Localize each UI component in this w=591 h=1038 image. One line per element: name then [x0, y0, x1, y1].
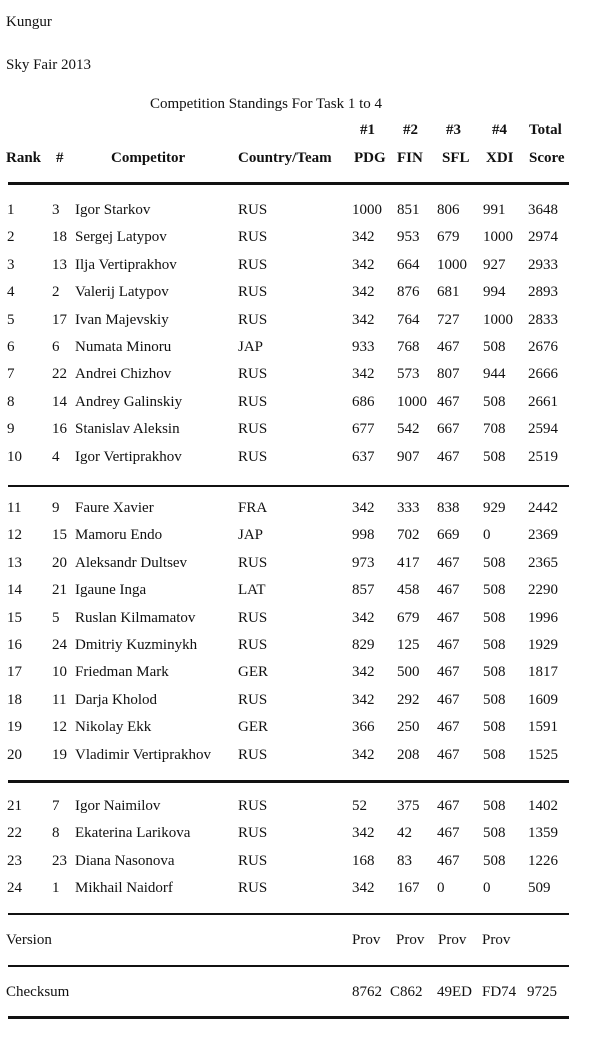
header-t3-code: SFL	[442, 150, 470, 166]
bib-number-cell: 17	[52, 311, 67, 328]
competitor-name-cell: Aleksandr Dultsev	[75, 554, 188, 571]
total-score-cell: 2933	[528, 256, 558, 273]
task1-score-cell: 342	[352, 664, 375, 681]
header-t4-code: XDI	[486, 150, 514, 166]
competitor-name-cell: Ivan Majevskiy	[75, 311, 169, 328]
total-score-cell: 1591	[528, 719, 558, 736]
task1-score-cell: 342	[352, 500, 375, 516]
header-t3-num: #3	[446, 122, 461, 138]
total-score-cell: 2442	[528, 500, 558, 516]
competitor-name-cell: Igaune Inga	[75, 582, 147, 599]
rank-cell: 19	[7, 719, 22, 736]
task2-score-cell: 702	[397, 527, 420, 544]
task4-score-cell: 508	[483, 719, 506, 736]
task1-score-cell: 637	[352, 448, 375, 465]
country-cell: GER	[238, 719, 268, 736]
version-t3: Prov	[438, 932, 467, 948]
country-cell: RUS	[238, 609, 268, 626]
task3-score-cell: 467	[437, 664, 460, 681]
country-cell: RUS	[238, 746, 268, 763]
rank-cell: 18	[7, 691, 22, 708]
checksum-t2: C862	[390, 984, 423, 1000]
country-cell: RUS	[238, 284, 268, 301]
competitor-name-cell: Igor Vertiprakhov	[75, 448, 182, 465]
total-score-cell: 1402	[528, 798, 558, 814]
task4-score-cell: 508	[483, 664, 506, 681]
total-score-cell: 1609	[528, 691, 558, 708]
total-score-cell: 2974	[528, 229, 558, 246]
country-cell: LAT	[238, 582, 266, 599]
country-cell: RUS	[238, 311, 268, 328]
bib-number-cell: 12	[52, 719, 67, 736]
country-cell: FRA	[238, 500, 268, 516]
total-score-cell: 2369	[528, 527, 558, 544]
task1-score-cell: 342	[352, 880, 375, 897]
task4-score-cell: 927	[483, 256, 506, 273]
task3-score-cell: 667	[437, 421, 460, 438]
competitor-name-cell: Numata Minoru	[75, 339, 172, 355]
rank-cell: 22	[7, 825, 22, 842]
task4-score-cell: 508	[483, 582, 506, 599]
divider	[8, 780, 569, 783]
task3-score-cell: 681	[437, 284, 460, 301]
task4-score-cell: 508	[483, 746, 506, 763]
event-title: Sky Fair 2013	[6, 57, 92, 73]
task3-score-cell: 807	[437, 366, 460, 383]
competitor-name-cell: Mamoru Endo	[75, 527, 163, 544]
rank-cell: 3	[7, 256, 15, 273]
total-score-cell: 1226	[528, 852, 558, 869]
task3-score-cell: 467	[437, 393, 460, 410]
country-cell: RUS	[238, 366, 268, 383]
total-score-cell: 1929	[528, 637, 558, 653]
task3-score-cell: 467	[437, 609, 460, 626]
header-rank: Rank	[6, 150, 42, 166]
task4-score-cell: 0	[483, 880, 491, 897]
task1-score-cell: 829	[352, 637, 375, 653]
header-t2-code: FIN	[397, 150, 423, 166]
competitor-name-cell: Ruslan Kilmamatov	[75, 609, 196, 626]
bib-number-cell: 20	[52, 554, 67, 571]
task3-score-cell: 0	[437, 880, 445, 897]
competitor-name-cell: Igor Naimilov	[75, 798, 161, 814]
country-cell: RUS	[238, 852, 268, 869]
header-num: #	[56, 150, 64, 166]
bib-number-cell: 22	[52, 366, 67, 383]
divider	[8, 485, 569, 487]
bib-number-cell: 13	[52, 256, 67, 273]
location-text: Kungur	[6, 14, 52, 30]
task3-score-cell: 467	[437, 691, 460, 708]
competitor-name-cell: Vladimir Vertiprakhov	[75, 746, 211, 763]
country-cell: RUS	[238, 448, 268, 465]
country-cell: RUS	[238, 691, 268, 708]
task4-score-cell: 929	[483, 500, 506, 516]
total-score-cell: 3648	[528, 202, 558, 218]
task4-score-cell: 508	[483, 691, 506, 708]
rank-cell: 5	[7, 311, 15, 328]
competitor-name-cell: Andrei Chizhov	[75, 366, 172, 383]
rank-cell: 7	[7, 366, 15, 383]
total-score-cell: 1525	[528, 746, 558, 763]
task1-score-cell: 52	[352, 798, 367, 814]
task3-score-cell: 467	[437, 339, 460, 355]
header-country: Country/Team	[238, 150, 332, 166]
bib-number-cell: 7	[52, 798, 60, 814]
task3-score-cell: 467	[437, 719, 460, 736]
task4-score-cell: 944	[483, 366, 506, 383]
country-cell: GER	[238, 664, 268, 681]
task2-score-cell: 375	[397, 798, 420, 814]
task4-score-cell: 508	[483, 637, 506, 653]
task2-score-cell: 250	[397, 719, 420, 736]
rank-cell: 12	[7, 527, 22, 544]
total-score-cell: 2833	[528, 311, 558, 328]
bib-number-cell: 24	[52, 637, 67, 653]
task3-score-cell: 467	[437, 852, 460, 869]
bib-number-cell: 18	[52, 229, 67, 246]
task1-score-cell: 1000	[352, 202, 382, 218]
task2-score-cell: 679	[397, 609, 420, 626]
task4-score-cell: 508	[483, 393, 506, 410]
total-score-cell: 2519	[528, 448, 558, 465]
task3-score-cell: 679	[437, 229, 460, 246]
divider	[8, 182, 569, 185]
task2-score-cell: 876	[397, 284, 420, 301]
rank-cell: 4	[7, 284, 15, 301]
divider	[8, 965, 569, 967]
task2-score-cell: 573	[397, 366, 420, 383]
total-score-cell: 2666	[528, 366, 558, 383]
task1-score-cell: 342	[352, 825, 375, 842]
task4-score-cell: 1000	[483, 229, 513, 246]
total-score-cell: 2893	[528, 284, 558, 301]
task4-score-cell: 508	[483, 448, 506, 465]
task3-score-cell: 467	[437, 637, 460, 653]
task2-score-cell: 851	[397, 202, 420, 218]
country-cell: RUS	[238, 554, 268, 571]
bib-number-cell: 2	[52, 284, 60, 301]
competitor-name-cell: Mikhail Naidorf	[75, 880, 173, 897]
task2-score-cell: 292	[397, 691, 420, 708]
competitor-name-cell: Dmitriy Kuzminykh	[75, 637, 198, 653]
task2-score-cell: 764	[397, 311, 420, 328]
task1-score-cell: 857	[352, 582, 375, 599]
task1-score-cell: 677	[352, 421, 375, 438]
country-cell: RUS	[238, 393, 268, 410]
task1-score-cell: 342	[352, 366, 375, 383]
bib-number-cell: 10	[52, 664, 67, 681]
task3-score-cell: 838	[437, 500, 460, 516]
checksum-t3: 49ED	[437, 984, 472, 1000]
checksum-label: Checksum	[6, 984, 70, 1000]
task1-score-cell: 342	[352, 691, 375, 708]
task1-score-cell: 342	[352, 746, 375, 763]
task2-score-cell: 953	[397, 229, 420, 246]
task2-score-cell: 768	[397, 339, 420, 355]
bib-number-cell: 11	[52, 691, 67, 708]
bib-number-cell: 14	[52, 393, 67, 410]
country-cell: RUS	[238, 256, 268, 273]
bib-number-cell: 5	[52, 609, 60, 626]
total-score-cell: 2594	[528, 421, 558, 438]
task4-score-cell: 508	[483, 825, 506, 842]
country-cell: RUS	[238, 229, 268, 246]
header-competitor: Competitor	[111, 150, 186, 166]
country-cell: RUS	[238, 421, 268, 438]
competitor-name-cell: Diana Nasonova	[75, 852, 175, 869]
header-total-top: Total	[529, 122, 562, 138]
task1-score-cell: 686	[352, 393, 375, 410]
total-score-cell: 2365	[528, 554, 558, 571]
task1-score-cell: 342	[352, 284, 375, 301]
total-score-cell: 2290	[528, 582, 558, 599]
version-t2: Prov	[396, 932, 425, 948]
task2-score-cell: 458	[397, 582, 420, 599]
task2-score-cell: 333	[397, 500, 420, 516]
country-cell: RUS	[238, 637, 268, 653]
task1-score-cell: 342	[352, 609, 375, 626]
total-score-cell: 2676	[528, 339, 558, 355]
rank-cell: 1	[7, 202, 15, 218]
task4-score-cell: 994	[483, 284, 506, 301]
task1-score-cell: 973	[352, 554, 375, 571]
competitor-name-cell: Darja Kholod	[75, 691, 158, 708]
task1-score-cell: 933	[352, 339, 375, 355]
rank-cell: 20	[7, 746, 22, 763]
task2-score-cell: 500	[397, 664, 420, 681]
rank-cell: 6	[7, 339, 15, 355]
competitor-name-cell: Stanislav Aleksin	[75, 421, 180, 438]
rank-cell: 16	[7, 637, 22, 653]
task1-score-cell: 366	[352, 719, 375, 736]
country-cell: RUS	[238, 202, 268, 218]
rank-cell: 11	[7, 500, 22, 516]
header-t4-num: #4	[492, 122, 507, 138]
divider	[8, 1016, 569, 1019]
standings-title: Competition Standings For Task 1 to 4	[150, 96, 383, 112]
rank-cell: 15	[7, 609, 22, 626]
divider	[8, 913, 569, 915]
total-score-cell: 1996	[528, 609, 558, 626]
checksum-t1: 8762	[352, 984, 382, 1000]
task2-score-cell: 83	[397, 852, 412, 869]
competitor-name-cell: Nikolay Ekk	[75, 719, 152, 736]
rank-cell: 9	[7, 421, 15, 438]
task1-score-cell: 342	[352, 311, 375, 328]
rank-cell: 24	[7, 880, 22, 897]
bib-number-cell: 9	[52, 500, 60, 516]
header-t2-num: #2	[403, 122, 418, 138]
competitor-name-cell: Sergej Latypov	[75, 229, 167, 246]
country-cell: RUS	[238, 825, 268, 842]
task2-score-cell: 542	[397, 421, 420, 438]
rank-cell: 14	[7, 582, 22, 599]
checksum-t4: FD74	[482, 984, 517, 1000]
header-t1-code: PDG	[354, 150, 386, 166]
task3-score-cell: 467	[437, 582, 460, 599]
task2-score-cell: 208	[397, 746, 420, 763]
task1-score-cell: 342	[352, 256, 375, 273]
task4-score-cell: 0	[483, 527, 491, 544]
bib-number-cell: 8	[52, 825, 60, 842]
competitor-name-cell: Ilja Vertiprakhov	[75, 256, 177, 273]
task4-score-cell: 991	[483, 202, 506, 218]
rank-cell: 23	[7, 852, 22, 869]
competitor-name-cell: Faure Xavier	[75, 500, 154, 516]
competitor-name-cell: Andrey Galinskiy	[75, 393, 183, 410]
task4-score-cell: 508	[483, 339, 506, 355]
bib-number-cell: 1	[52, 880, 60, 897]
rank-cell: 8	[7, 393, 15, 410]
task3-score-cell: 727	[437, 311, 460, 328]
task3-score-cell: 467	[437, 448, 460, 465]
version-label: Version	[6, 932, 52, 948]
task3-score-cell: 467	[437, 554, 460, 571]
checksum-total: 9725	[527, 984, 557, 1000]
bib-number-cell: 23	[52, 852, 67, 869]
bib-number-cell: 16	[52, 421, 67, 438]
task4-score-cell: 508	[483, 609, 506, 626]
bib-number-cell: 3	[52, 202, 60, 218]
task2-score-cell: 167	[397, 880, 420, 897]
task1-score-cell: 998	[352, 527, 375, 544]
total-score-cell: 1359	[528, 825, 558, 842]
task2-score-cell: 42	[397, 825, 412, 842]
task1-score-cell: 168	[352, 852, 375, 869]
competitor-name-cell: Igor Starkov	[75, 202, 151, 218]
task2-score-cell: 417	[397, 554, 420, 571]
task2-score-cell: 907	[397, 448, 420, 465]
rank-cell: 13	[7, 554, 22, 571]
task4-score-cell: 1000	[483, 311, 513, 328]
competitor-name-cell: Friedman Mark	[75, 664, 169, 681]
task3-score-cell: 467	[437, 746, 460, 763]
task3-score-cell: 669	[437, 527, 460, 544]
bib-number-cell: 6	[52, 339, 60, 355]
task4-score-cell: 508	[483, 798, 506, 814]
total-score-cell: 1817	[528, 664, 558, 681]
header-total-bottom: Score	[529, 150, 565, 166]
country-cell: RUS	[238, 880, 268, 897]
version-t1: Prov	[352, 932, 381, 948]
country-cell: JAP	[238, 339, 264, 355]
bib-number-cell: 19	[52, 746, 67, 763]
header-t1-num: #1	[360, 122, 375, 138]
task4-score-cell: 708	[483, 421, 506, 438]
total-score-cell: 509	[528, 880, 551, 897]
task4-score-cell: 508	[483, 554, 506, 571]
task2-score-cell: 1000	[397, 393, 427, 410]
task2-score-cell: 664	[397, 256, 420, 273]
task3-score-cell: 806	[437, 202, 460, 218]
bib-number-cell: 15	[52, 527, 67, 544]
bib-number-cell: 4	[52, 448, 60, 465]
country-cell: RUS	[238, 798, 268, 814]
version-t4: Prov	[482, 932, 511, 948]
task4-score-cell: 508	[483, 852, 506, 869]
rank-cell: 21	[7, 798, 22, 814]
task3-score-cell: 1000	[437, 256, 467, 273]
country-cell: JAP	[238, 527, 264, 544]
rank-cell: 2	[7, 229, 15, 246]
task3-score-cell: 467	[437, 825, 460, 842]
task2-score-cell: 125	[397, 637, 420, 653]
rank-cell: 17	[7, 664, 22, 681]
total-score-cell: 2661	[528, 393, 558, 410]
competitor-name-cell: Ekaterina Larikova	[75, 825, 191, 842]
competitor-name-cell: Valerij Latypov	[75, 284, 169, 301]
bib-number-cell: 21	[52, 582, 67, 599]
task3-score-cell: 467	[437, 798, 460, 814]
rank-cell: 10	[7, 448, 22, 465]
task1-score-cell: 342	[352, 229, 375, 246]
